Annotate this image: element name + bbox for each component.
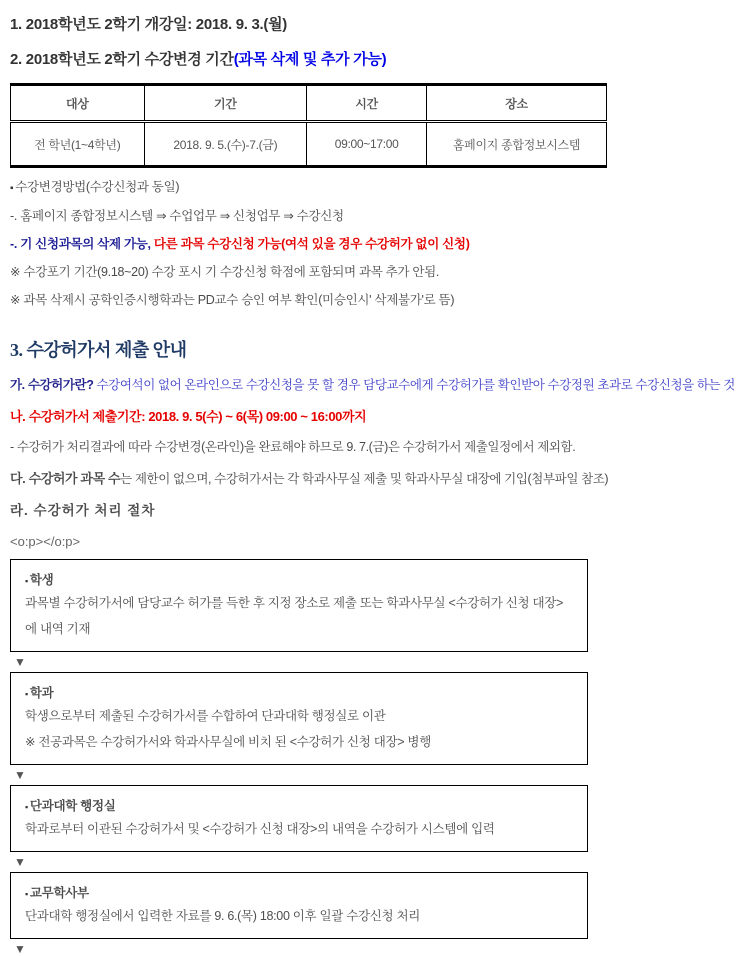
table-row <box>11 122 607 167</box>
note-add-possible: 다른 과목 수강신청 가능(여석 있을 경우 수강허가 없이 신청) <box>150 237 470 251</box>
step-text: 학생으로부터 제출된 수강허가서를 수합하여 단과대학 행정실로 이관 <box>25 709 386 723</box>
note-menu-path: -. 홈페이지 종합정보시스템 ⇒ 수업업무 ⇒ 신청업무 ⇒ 수강신청 <box>10 209 344 223</box>
step-title-text: 학과 <box>29 686 54 700</box>
table-body <box>11 122 607 167</box>
heading-change-period <box>10 48 747 69</box>
cell-time: 09:00~17:00 <box>307 122 427 167</box>
step-text: ※ 전공과목은 수강허가서와 학과사무실에 비치 된 <수강허가 신청 대장> 병행 <box>25 735 431 749</box>
cell-target: 전 학년(1~4학년) <box>11 122 145 167</box>
square-bullet-icon: ▪ <box>25 802 28 812</box>
process-step-college-office <box>10 785 588 852</box>
down-arrow-icon: ▼ <box>14 855 26 869</box>
item-da-text: 는 제한이 없으며, 수강허가서는 각 학과사무실 제출 및 학과사무실 대장에 기입(첨부파일 참조) <box>120 472 609 486</box>
square-bullet-icon: ▪ <box>25 689 28 699</box>
down-arrow-icon: ▼ <box>14 768 26 782</box>
process-step-department <box>10 672 588 765</box>
step-text: 과목별 수강허가서에 담당교수 허가를 득한 후 지정 장소로 제출 또는 학과사무실 <수강허가 신청 대장>에 내역 기재 <box>25 596 564 636</box>
square-bullet-icon: ▪ <box>10 183 14 194</box>
heading-semester-start: 1. 2018학년도 2학기 개강일: 2018. 9. 3.(월) <box>10 16 287 33</box>
process-step-title <box>25 683 573 701</box>
note-delete-possible: 기 신청과목의 삭제 가능, <box>20 237 151 251</box>
item-ga-text: 수강여석이 없어 온라인으로 수강신청을 못 할 경우 담당교수에게 수강허가를 확인받아 수강정원 초과로 수강신청을 하는 것 <box>93 378 735 392</box>
item-da-label: 다. 수강허가 과목 수 <box>10 471 121 486</box>
table-header-row <box>11 85 607 122</box>
item-na-period: 나. 수강허가서 제출기간: 2018. 9. 5(수) ~ 6(목) 09:00 ~ 16:00까지 <box>10 409 367 424</box>
note-drop-period: ※ 수강포기 기간(9.18~20) 수강 포시 기 수강신청 학점에 포함되며 과목 추가 안됨. <box>10 265 440 279</box>
cell-period: 2018. 9. 5.(수)-7.(금) <box>144 122 307 167</box>
note-change-method-text: 수강변경방법(수강신청과 동일) <box>15 180 180 194</box>
note-delete-add <box>10 237 747 252</box>
step-title-text: 교무학사부 <box>29 886 89 900</box>
process-step-student <box>10 559 588 652</box>
down-arrow-icon: ▼ <box>14 655 26 669</box>
col-header-place: 장소 <box>426 85 606 122</box>
process-step-title <box>25 796 573 814</box>
item-ga-label: 가. 수강허가란? <box>10 378 94 392</box>
item-na-sub: - 수강허가 처리결과에 따라 수강변경(온라인)을 완료해야 하므로 9. 7.(금)은 수강허가서 제출일정에서 제외함. <box>10 440 576 454</box>
item-da-count <box>10 471 747 487</box>
op-tag-artifact: <o:p></o:p> <box>10 534 81 549</box>
item-ga-definition <box>10 378 747 393</box>
heading-permission-submit: 3. 수강허가서 제출 안내 <box>10 340 187 360</box>
col-header-time: 시간 <box>307 85 427 122</box>
heading-change-period-main: 2. 2018학년도 2학기 수강변경 기간 <box>10 51 234 68</box>
change-period-table <box>10 83 607 168</box>
step-title-text: 단과대학 행정실 <box>29 799 116 813</box>
down-arrow-icon: ▼ <box>14 942 26 956</box>
table-header <box>11 85 607 122</box>
step-title-text: 학생 <box>29 573 54 587</box>
process-step-title <box>25 883 573 901</box>
cell-place: 홈페이지 종합정보시스템 <box>426 122 606 167</box>
heading-change-period-note: (과목 삭제 및 추가 가능) <box>233 51 387 68</box>
item-ra-procedure: 라. 수강허가 처리 절차 <box>10 503 156 518</box>
note-dash-prefix: -. <box>10 237 21 251</box>
col-header-period: 기간 <box>144 85 307 122</box>
process-step-academic-affairs <box>10 872 588 939</box>
note-change-method <box>10 180 747 196</box>
step-text: 학과로부터 이관된 수강허가서 및 <수강허가 신청 대장>의 내역을 수강허가 시스템에 입력 <box>25 822 495 836</box>
note-pd-approval: ※ 과목 삭제시 공학인증시행학과는 PD교수 승인 여부 확인(미승인시' 삭제불가'로 뜸) <box>10 293 455 307</box>
col-header-target: 대상 <box>11 85 145 122</box>
process-step-title <box>25 570 573 588</box>
square-bullet-icon: ▪ <box>25 576 28 586</box>
step-text: 단과대학 행정실에서 입력한 자료를 9. 6.(목) 18:00 이후 일괄 수강신청 처리 <box>25 909 421 923</box>
square-bullet-icon: ▪ <box>25 889 28 899</box>
